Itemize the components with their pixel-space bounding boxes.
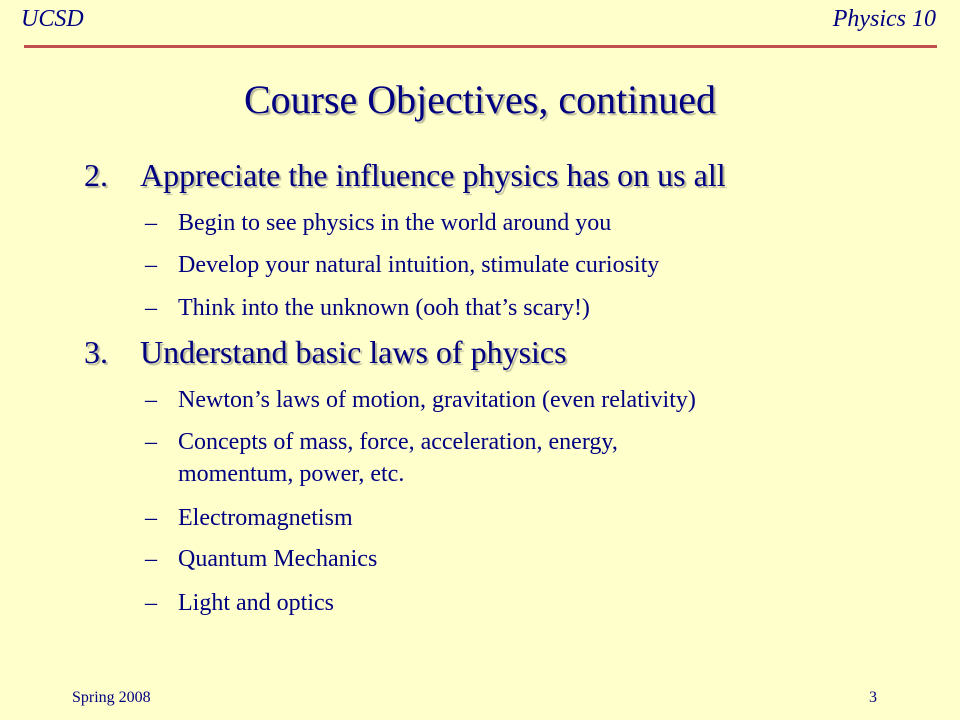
dash-bullet: – xyxy=(145,429,157,455)
list-item-text: Newton’s laws of motion, gravitation (even relativity) xyxy=(178,387,696,413)
list-item-text: momentum, power, etc. xyxy=(178,461,405,487)
list-item-text: Light and optics xyxy=(178,590,334,616)
dash-bullet: – xyxy=(145,387,157,413)
list-item-text: Quantum Mechanics xyxy=(178,546,378,572)
footer-date: Spring 2008 xyxy=(72,689,151,706)
header-divider xyxy=(24,45,937,48)
header-course-name: Physics 10 xyxy=(832,6,936,32)
dash-bullet: – xyxy=(145,210,157,236)
objective-2 xyxy=(84,157,726,194)
dash-bullet: – xyxy=(145,252,157,278)
list-item-text: Electromagnetism xyxy=(178,505,353,531)
objective-heading: Understand basic laws of physics xyxy=(140,334,567,370)
dash-bullet: – xyxy=(145,546,157,572)
page-number: 3 xyxy=(869,689,877,706)
list-item-text: Think into the unknown (ooh that’s scary!) xyxy=(178,295,590,321)
list-item-text: Develop your natural intuition, stimulate curiosity xyxy=(178,252,660,278)
list-item-text: Begin to see physics in the world around you xyxy=(178,210,612,236)
slide-title: Course Objectives, continued xyxy=(243,77,717,122)
objective-3 xyxy=(84,334,567,371)
list-item-text: Concepts of mass, force, acceleration, energy, xyxy=(178,429,618,455)
dash-bullet: – xyxy=(145,295,157,321)
dash-bullet: – xyxy=(145,590,157,616)
objective-heading: Appreciate the influence physics has on us all xyxy=(140,157,726,193)
objective-number: 3. xyxy=(84,334,108,370)
header-course-id: UCSD xyxy=(21,6,84,32)
objective-number: 2. xyxy=(84,157,108,193)
dash-bullet: – xyxy=(145,505,157,531)
